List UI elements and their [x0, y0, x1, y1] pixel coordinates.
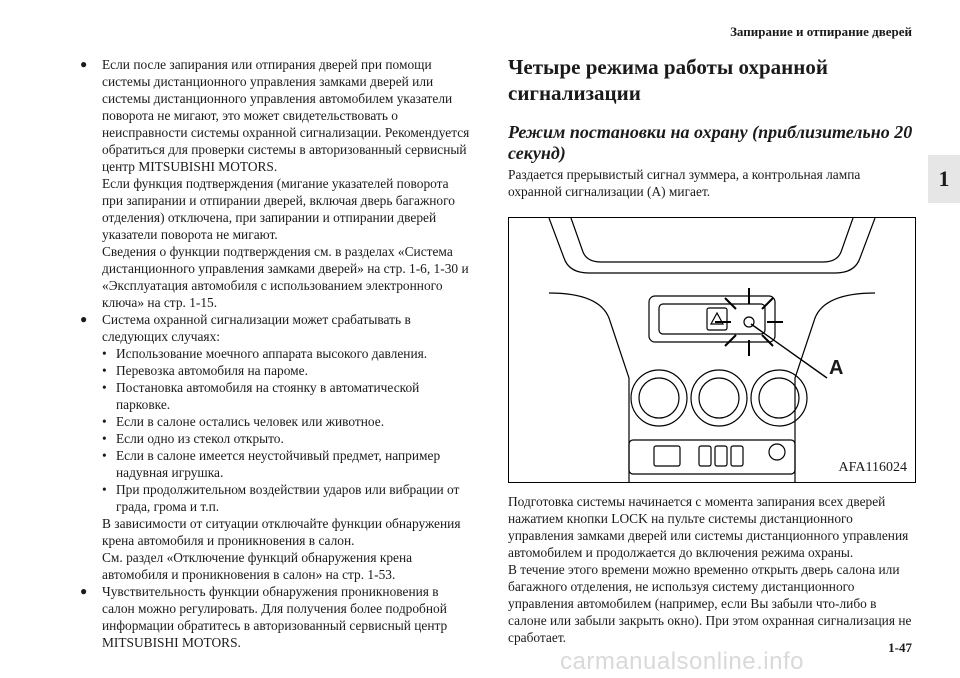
- watermark: carmanualsonline.info: [560, 648, 804, 675]
- figure-callout-label: A: [829, 357, 844, 379]
- section-title: Четыре режима работы охранной сигнализации: [508, 55, 828, 105]
- paragraph: Система охранной сигнализации может срабатывать в следующих случаях:: [102, 312, 411, 344]
- paragraph: Сведения о функции подтверждения см. в разделах «Система дистанционного управления замками дверей» на стр. 1-6, 1-30 и «Эксплуатация автомобиля с использованием электронного ключа» на стр. 1-15.: [102, 244, 469, 310]
- chapter-tab: 1: [928, 155, 960, 203]
- dashboard-illustration: [508, 217, 916, 483]
- list-item: • Перевозка автомобиля на пароме.: [102, 363, 308, 378]
- list-item: • Если в салоне остались человек или животное.: [102, 414, 385, 429]
- bullet-item: [80, 311, 472, 345]
- subsection-title: Режим постановки на охрану (приблизительно 20 секунд): [508, 122, 913, 163]
- list-item: • Если в салоне имеется неустойчивый предмет, например надувная игрушка.: [102, 448, 441, 480]
- paragraph: Раздается прерывистый сигнал зуммера, а контрольная лампа охранной сигнализации (A) мигает.: [508, 167, 861, 199]
- bullet-item: [80, 583, 472, 651]
- bullet-icon: ●: [80, 584, 88, 598]
- dashboard-drawing: [509, 218, 915, 482]
- running-header: Запирание и отпирание дверей: [730, 24, 912, 39]
- bullet-icon: ●: [80, 312, 88, 326]
- paragraph: В течение этого времени можно временно открыть дверь салона или багажного отделения, не используя систему дистанционного управления автомобилем (например, если Вы забыли что-либо в салоне или забыли закрыть окно). При этом охранная сигнализация не сработает.: [508, 562, 912, 645]
- bullet-item: [80, 56, 472, 311]
- left-column: [80, 56, 472, 651]
- paragraph: См. раздел «Отключение функций обнаружения крена автомобиля и проникновения в салон» на стр. 1-53.: [102, 550, 413, 582]
- list-item: • При продолжительном воздействии ударов или вибрации от града, грома и т.п.: [102, 482, 460, 514]
- paragraph: Чувствительность функции обнаружения проникновения в салон можно регулировать. Для получения более подробной информации обратитесь в авторизованный сервисный центр MITSUBISHI MOTORS.: [102, 584, 448, 650]
- paragraph: В зависимости от ситуации отключайте функции обнаружения крена автомобиля и проникновения в салон.: [102, 516, 461, 548]
- bullet-icon: ●: [80, 57, 88, 71]
- figure-code: AFA116024: [838, 460, 907, 475]
- paragraph: Если после запирания или отпирания дверей при помощи системы дистанционного управления замками дверей или системы дистанционного управления автомобилем указатели поворота не мигают, это может свидетельствовать о неисправности системы охранной сигнализации. Рекомендуется обратиться для проверки системы в авторизованный сервисный центр MITSUBISHI MOTORS.: [102, 57, 470, 174]
- list-item: • Постановка автомобиля на стоянку в автоматической парковке.: [102, 380, 420, 412]
- paragraph: Если функция подтверждения (мигание указателей поворота при запирании и отпирании дверей, включая дверь багажного отделения) отключена, при запирании и отпирании дверей указатели поворота не мигают.: [102, 176, 455, 242]
- list-item: • Использование моечного аппарата высокого давления.: [102, 346, 428, 361]
- right-column: [508, 54, 916, 646]
- paragraph: Подготовка системы начинается с момента запирания всех дверей нажатием кнопки LOCK на пульте системы дистанционного управления замками дверей или системы дистанционного управления автомобилем и продолжается до включения режима охраны.: [508, 494, 909, 560]
- page-number: 1-47: [888, 640, 912, 655]
- list-item: • Если одно из стекол открыто.: [102, 431, 284, 446]
